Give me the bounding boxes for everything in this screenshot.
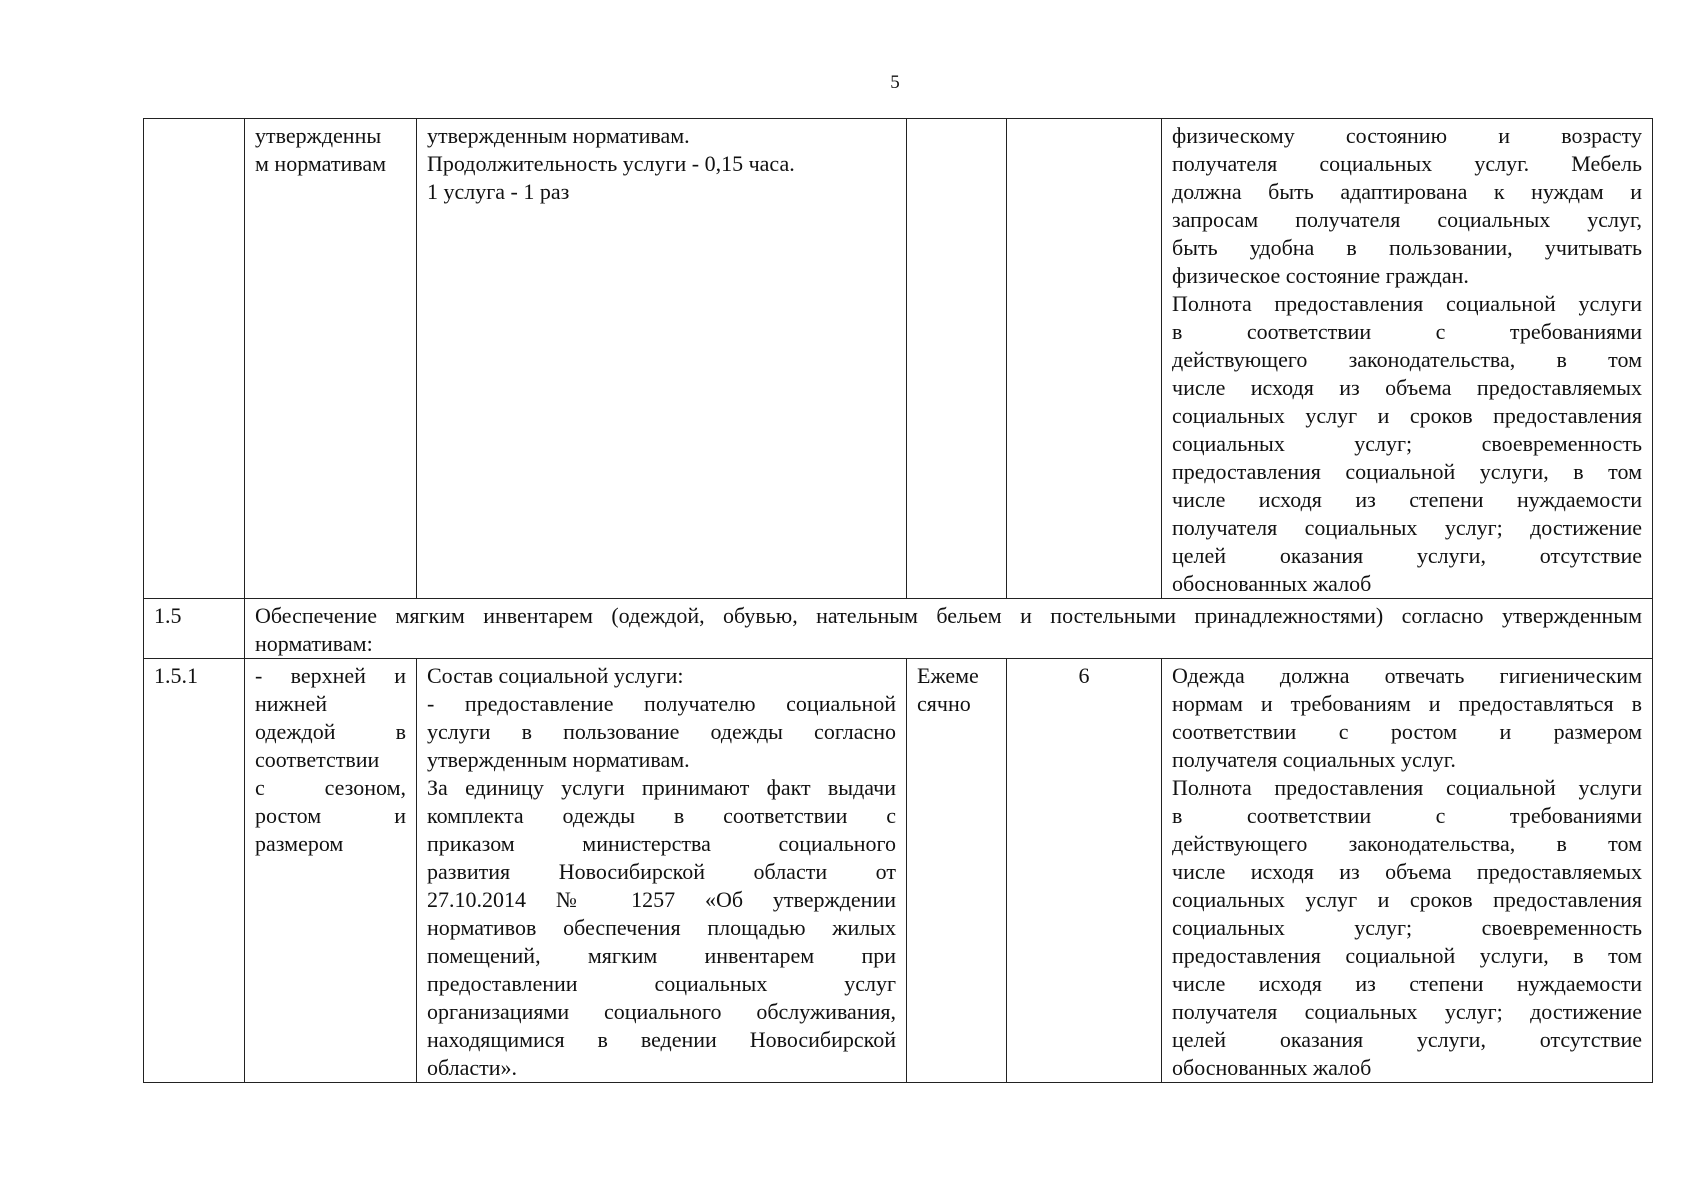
services-table	[143, 118, 1653, 1083]
text-line: числе исходя из степени нуждаемости	[1172, 487, 1642, 512]
text-line: предоставления социальной услуги, в том	[1172, 459, 1642, 484]
text-line: предоставления социальной услуги, в том	[1172, 943, 1642, 968]
text-line: с сезоном,	[255, 775, 406, 800]
text-line: области».	[427, 1055, 518, 1080]
text-line: действующего законодательства, в том	[1172, 347, 1642, 372]
text-line: обоснованных жалоб	[1172, 571, 1372, 596]
text-line: целей оказания услуги, отсутствие	[1172, 1027, 1642, 1052]
table-row-continuation	[144, 119, 1653, 599]
text-line: 27.10.2014 № 1257 «Об утверждении	[427, 887, 896, 912]
text-line: За единицу услуги принимают факт выдачи	[427, 775, 896, 800]
text-line: в соответствии с требованиями	[1172, 803, 1642, 828]
cell-service-name	[245, 659, 417, 1083]
text-line: м нормативам	[255, 151, 387, 176]
text-line: социальных услуг и сроков предоставления	[1172, 887, 1642, 912]
text-line: утвержденны	[255, 123, 382, 148]
text-line: соответствии с ростом и размером	[1172, 719, 1642, 744]
text-line: нижней	[255, 691, 328, 716]
text-line: ростом и	[255, 803, 406, 828]
cell-section-title	[245, 599, 1653, 659]
text-line: в соответствии с требованиями	[1172, 319, 1642, 344]
text-line: получателя социальных услуг. Мебель	[1172, 151, 1642, 176]
text-line: Ежеме	[917, 663, 979, 688]
text-line: - верхней и	[255, 663, 406, 688]
text-line: социальных услуг; своевременность	[1172, 431, 1642, 456]
text-line: получателя социальных услуг; достижение	[1172, 515, 1642, 540]
text-line: Одежда должна отвечать гигиеническим	[1172, 663, 1642, 688]
text-line: нормативов обеспечения площадью жилых	[427, 915, 896, 940]
text-line: приказом министерства социального	[427, 831, 896, 856]
text-line: утвержденным нормативам.	[427, 123, 690, 148]
text-line: целей оказания услуги, отсутствие	[1172, 543, 1642, 568]
text-line: утвержденным нормативам.	[427, 747, 690, 772]
text-line: Продолжительность услуги - 0,15 часа.	[427, 151, 795, 176]
text-line: Обеспечение мягким инвентарем (одеждой, обувью, нательным бельем и постельными принадлежностями) согласно утвержденным	[255, 603, 1642, 628]
text-line: Полнота предоставления социальной услуги	[1172, 775, 1642, 800]
text-line: социальных услуг и сроков предоставления	[1172, 403, 1642, 428]
cell-quality-indicators	[1162, 659, 1653, 1083]
text-line: Полнота предоставления социальной услуги	[1172, 291, 1642, 316]
table-row-section	[144, 599, 1653, 659]
text-line: комплекта одежды в соответствии с	[427, 803, 896, 828]
page-number: 5	[890, 72, 900, 93]
text-line: - предоставление получателю социальной	[427, 691, 896, 716]
cell-service-name	[245, 119, 417, 599]
text-line: запросам получателя социальных услуг,	[1172, 207, 1642, 232]
cell-quantity: 6	[1007, 659, 1162, 1083]
text-line: находящимися в ведении Новосибирской	[427, 1027, 896, 1052]
text-line: физическое состояние граждан.	[1172, 263, 1469, 288]
text-line: социальных услуг; своевременность	[1172, 915, 1642, 940]
text-line: числе исходя из степени нуждаемости	[1172, 971, 1642, 996]
cell-service-description	[417, 119, 907, 599]
cell-service-description	[417, 659, 907, 1083]
cell-item-number: 1.5.1	[144, 659, 245, 1083]
text-line: одеждой в	[255, 719, 406, 744]
text-line: услуги в пользование одежды согласно	[427, 719, 896, 744]
cell-quality-indicators	[1162, 119, 1653, 599]
text-line: физическому состоянию и возрасту	[1172, 123, 1642, 148]
text-line: числе исходя из объема предоставляемых	[1172, 859, 1642, 884]
text-line: должна быть адаптирована к нуждам и	[1172, 179, 1642, 204]
text-line: развития Новосибирской области от	[427, 859, 896, 884]
text-line: предоставлении социальных услуг	[427, 971, 896, 996]
text-line: сячно	[917, 691, 971, 716]
text-line: организациями социального обслуживания,	[427, 999, 896, 1024]
text-line: размером	[255, 831, 344, 856]
text-line: обоснованных жалоб	[1172, 1055, 1372, 1080]
text-line: получателя социальных услуг.	[1172, 747, 1456, 772]
text-line: получателя социальных услуг; достижение	[1172, 999, 1642, 1024]
cell-section-number: 1.5	[144, 599, 245, 659]
text-line: Состав социальной услуги:	[427, 663, 684, 688]
cell-quantity-empty	[1007, 119, 1162, 599]
text-line: соответствии	[255, 747, 380, 772]
text-line: числе исходя из объема предоставляемых	[1172, 375, 1642, 400]
text-line: нормам и требованиям и предоставляться в	[1172, 691, 1642, 716]
text-line: действующего законодательства, в том	[1172, 831, 1642, 856]
cell-periodicity-empty	[907, 119, 1007, 599]
text-line: быть удобна в пользовании, учитывать	[1172, 235, 1642, 260]
cell-number-empty	[144, 119, 245, 599]
text-line: 1 услуга - 1 раз	[427, 179, 570, 204]
text-line: помещений, мягким инвентарем при	[427, 943, 896, 968]
text-line: нормативам:	[255, 631, 373, 656]
table-row-item	[144, 659, 1653, 1083]
cell-periodicity	[907, 659, 1007, 1083]
